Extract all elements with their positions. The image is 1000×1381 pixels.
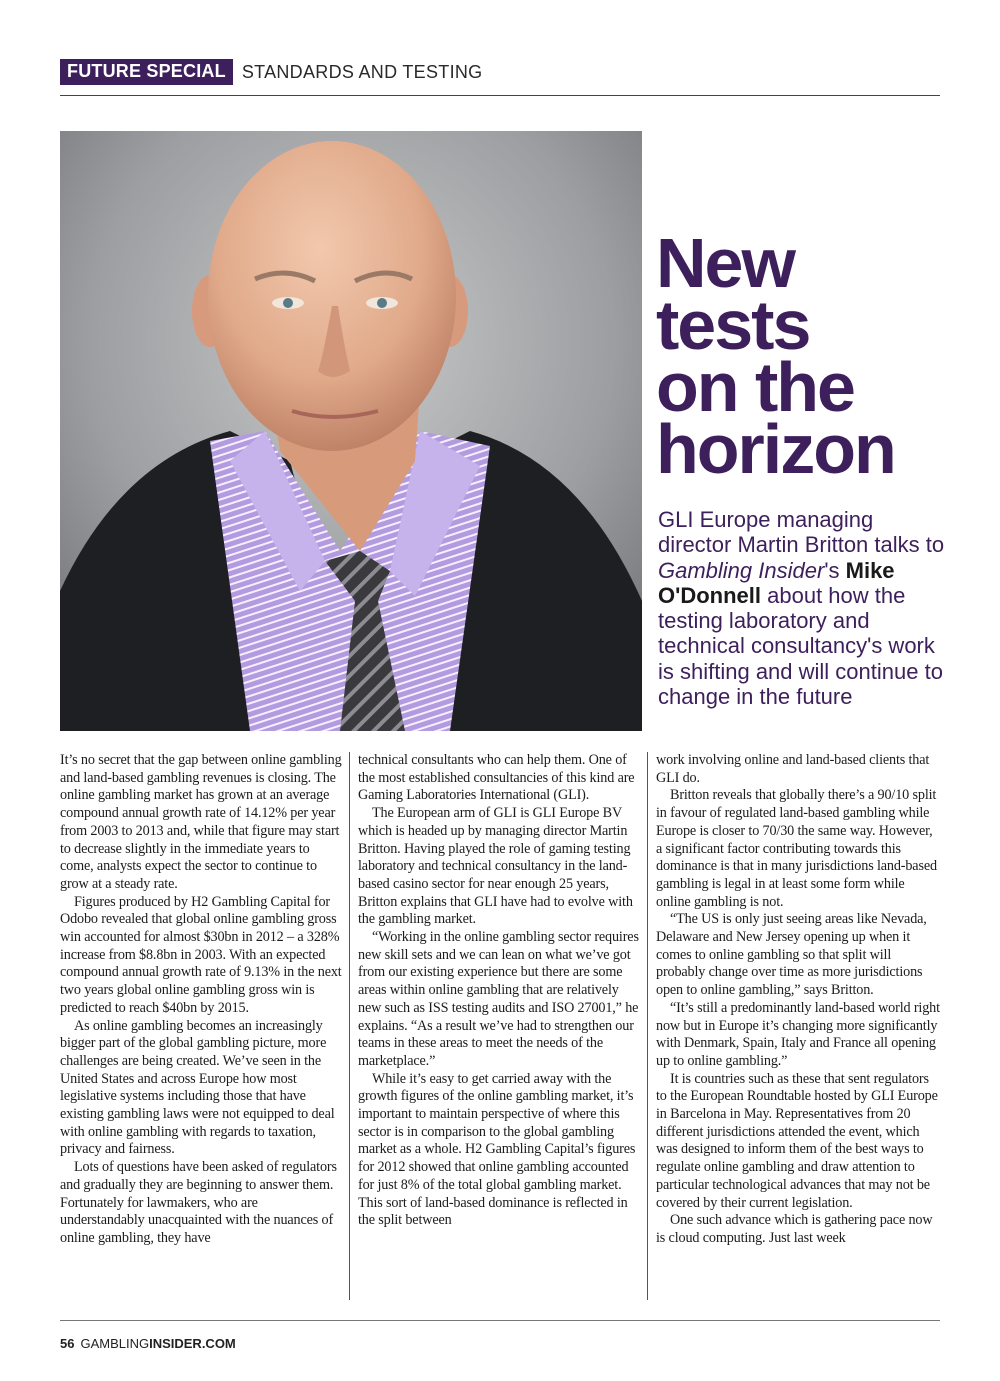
footer-divider xyxy=(60,1320,940,1321)
body-column-3 xyxy=(656,752,940,1248)
body-paragraph: “Working in the online gambling sector requires new skill sets and we can lean on what we’ve got from our existing experience but there are some areas within online gambling that are relatively new such as ISS testing audits and ISO 27001,” he explains. “As a result we’ve had to strengthen our teams in these areas to meet the needs of the marketplace.” xyxy=(358,929,639,1069)
body-paragraph: One such advance which is gathering pace now is cloud computing. Just last week xyxy=(656,1212,933,1246)
body-paragraph: It’s no secret that the gap between online gambling and land-based gambling revenues is closing. The online gambling market has grown at an average compound annual growth rate of 14.12% per year from 2003 to 2013 and, while that figure may start to decrease slightly in the immediate years to come, analysts expect the sector to continue to grow at a steady rate. xyxy=(60,752,342,892)
body-paragraph: As online gambling becomes an increasingly bigger part of the global gambling picture, more challenges are being created. We’ve seen in the United States and across Europe how most legislative systems including those that have existing gambling laws were not equipped to deal with online gambling with regards to taxation, privacy and fairness. xyxy=(60,1017,335,1158)
headline-line: tests xyxy=(656,286,810,364)
site-name-part: GAMBLING xyxy=(80,1336,150,1351)
column-divider xyxy=(647,752,648,1300)
headline-line: New xyxy=(656,224,794,302)
body-paragraph: Figures produced by H2 Gambling Capital for Odobo revealed that global online gambling gross win accounted for almost $30bn in 2012 – a 328% increase from $8.8bn in 2003. With an expected compound annual growth rate of 9.13% in the next two years global online gambling gross win is predicted to reach $40bn by 2015. xyxy=(60,893,342,1016)
headline-line: horizon xyxy=(656,410,895,488)
section-title: STANDARDS AND TESTING xyxy=(241,61,483,82)
body-paragraph: The European arm of GLI is GLI Europe BV which is headed up by managing director Martin Britton. Having played the role of gaming testing laboratory and technical consultancy in the land-based casino sector for near enough 25 years, Britton explains that GLI have had to evolve with the gambling market. xyxy=(358,805,633,928)
standfirst xyxy=(658,507,948,709)
body-paragraph: While it’s easy to get carried away with the growth figures of the online gambling market, it’s important to maintain perspective of where this sector is in comparison to the global gambling market as a whole. H2 Gambling Capital’s figures for 2012 showed that online gambling accounted for just 8% of the total global gambling market. This sort of land-based dominance is reflected in the split between xyxy=(358,1070,636,1229)
body-paragraph: It is countries such as these that sent regulators to the European Roundtable hosted by GLI Europe in Barcelona in May. Representatives from 20 different jurisdictions attended the event, which was designed to inform them of the best ways to regulate online gambling and draw attention to particular technological advances that may not be covered by their current legislation. xyxy=(656,1070,938,1211)
standfirst-text: 's xyxy=(824,557,846,583)
site-name-part: INSIDER.COM xyxy=(149,1336,236,1351)
body-paragraph: “The US is only just seeing areas like Nevada, Delaware and New Jersey opening up when it comes to online gambling so that split will probably change over time as more jurisdictions open to online gambling,” says Britton. xyxy=(656,911,927,999)
page-footer xyxy=(60,1336,236,1351)
section-header xyxy=(60,58,482,86)
body-paragraph: Lots of questions have been asked of regulators and gradually they are beginning to answer them. Fortunately for lawmakers, who are understandably unacquainted with the nuances of online gambling, they have xyxy=(60,1159,337,1246)
body-column-1 xyxy=(60,752,344,1248)
body-paragraph: technical consultants who can help them. One of the most established consultancies of this kind are Gaming Laboratories International (GLI). xyxy=(358,752,635,804)
portrait-photo xyxy=(60,131,642,731)
author-name: Mike O'Donnell xyxy=(658,557,895,608)
body-paragraph: work involving online and land-based clients that GLI do. xyxy=(656,752,930,786)
standfirst-text: about how the testing laboratory and technical consultancy's work is shifting and will continue to change in the future xyxy=(658,582,943,710)
header-divider xyxy=(60,95,940,96)
section-tag: FUTURE SPECIAL xyxy=(60,59,233,85)
headline-line: on the xyxy=(656,348,854,426)
column-divider xyxy=(349,752,350,1300)
publication-name: Gambling Insider xyxy=(658,557,825,583)
body-paragraph: Britton reveals that globally there’s a 90/10 split in favour of regulated land-based gambling while Europe is closer to 70/30 the same way. However, a significant factor contributing towards this dominance is that in many jurisdictions land-based gambling is legal in at least some form while online gambling is not. xyxy=(656,787,937,910)
body-paragraph: “It’s still a predominantly land-based world right now but in Europe it’s changing more significantly with Denmark, Spain, Italy and France all opening up to online gambling.” xyxy=(656,999,940,1069)
page-number: 56 xyxy=(60,1336,75,1351)
headline xyxy=(656,224,956,488)
body-column-2 xyxy=(358,752,642,1230)
standfirst-text: GLI Europe managing director Martin Britton talks to xyxy=(658,507,945,558)
